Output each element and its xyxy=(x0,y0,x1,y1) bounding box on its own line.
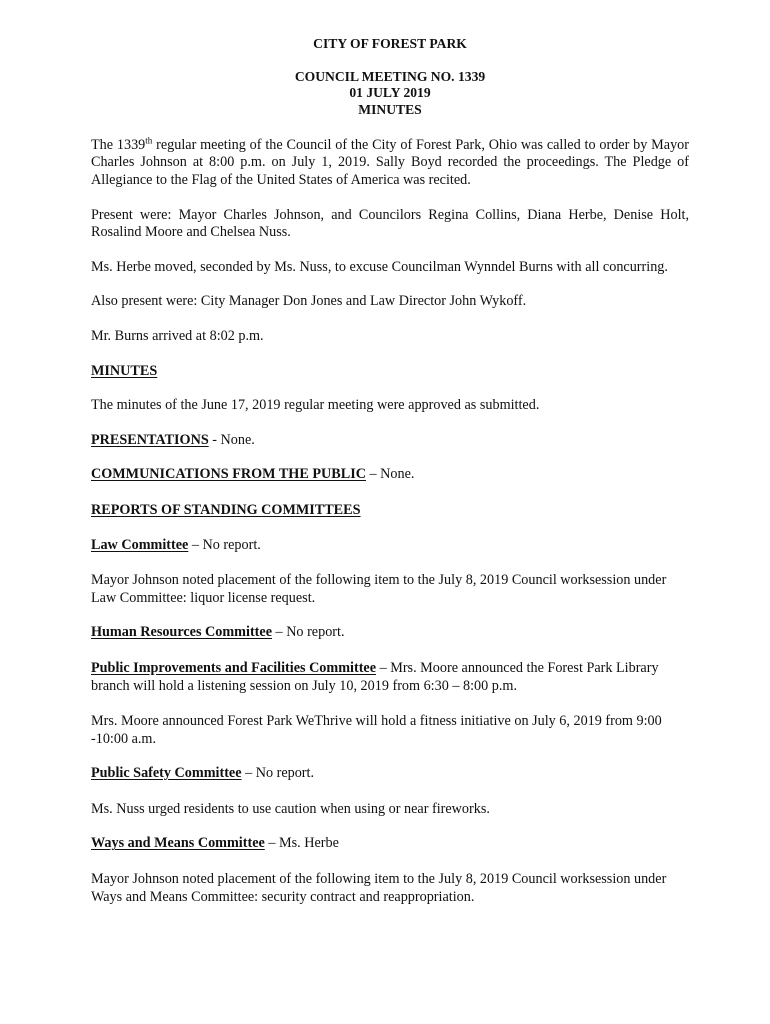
public-safety-heading: Public Safety Committee xyxy=(91,765,242,782)
communications-paragraph xyxy=(91,466,689,484)
minutes-paragraph: The minutes of the June 17, 2019 regular meeting were approved as submitted. xyxy=(91,397,540,414)
opening-paragraph xyxy=(91,137,689,190)
ways-means-heading: Ways and Means Committee xyxy=(91,835,265,852)
ways-means-text: – Ms. Herbe xyxy=(264,835,339,852)
meeting-date: 01 JULY 2019 xyxy=(349,85,431,101)
also-present-paragraph: Also present were: City Manager Don Jones and Law Director John Wykoff. xyxy=(91,293,527,310)
city-title: CITY OF FOREST PARK xyxy=(313,36,467,51)
public-improvements-text: – Mrs. Moore announced the Forest Park Library branch will hold a listening session on July 10, 2019 from 6:30 – 8:00 p.m. xyxy=(91,659,659,694)
public-improvements-note: Mrs. Moore announced Forest Park WeThrive will hold a fitness initiative on July 6, 2019 from 9:00 -10:00 a.m. xyxy=(91,713,662,747)
document-header xyxy=(91,36,689,118)
ways-means-note: Mayor Johnson noted placement of the following item to the July 8, 2019 Council worksession under Ways and Means Committee: security contract and reappropriation. xyxy=(91,871,667,905)
reports-heading xyxy=(91,502,689,520)
law-committee-paragraph xyxy=(91,537,689,555)
communications-text: – None. xyxy=(365,466,415,483)
law-committee-text: – No report. xyxy=(188,536,261,553)
presentations-heading: PRESENTATIONS xyxy=(91,431,209,448)
presentations-paragraph xyxy=(91,432,689,450)
reports-heading-text: REPORTS OF STANDING COMMITTEES xyxy=(91,501,361,518)
public-safety-note: Ms. Nuss urged residents to use caution when using or near fireworks. xyxy=(91,800,490,817)
present-paragraph: Present were: Mayor Charles Johnson, and Councilors Regina Collins, Diana Herbe, Denise Holt, Rosalind Moore and Chelsea Nuss. xyxy=(91,206,689,241)
meeting-number: COUNCIL MEETING NO. 1339 xyxy=(294,69,486,85)
opening-text-start: The 1339 xyxy=(91,136,146,153)
law-committee-heading: Law Committee xyxy=(91,536,189,553)
document-page xyxy=(91,36,689,906)
communications-heading: COMMUNICATIONS FROM THE PUBLIC xyxy=(91,466,366,483)
public-improvements-paragraph xyxy=(91,660,689,695)
hr-committee-text: – No report. xyxy=(272,624,345,641)
hr-committee-paragraph xyxy=(91,624,689,642)
law-committee-note: Mayor Johnson noted placement of the following item to the July 8, 2019 Council worksession under Law Committee: liquor license request. xyxy=(91,572,667,606)
ordinal-superscript: th xyxy=(145,135,153,146)
ways-means-paragraph xyxy=(91,835,689,853)
opening-text-rest: regular meeting of the Council of the City of Forest Park, Ohio was called to order by Mayor Charles Johnson at 8:00 p.m. on July 1, 2019. Sally Boyd recorded the proceedings. The Pledge of Allegiance to the Flag of the United States of America was recited. xyxy=(91,136,690,188)
hr-committee-heading: Human Resources Committee xyxy=(91,624,272,641)
public-safety-paragraph xyxy=(91,765,689,783)
presentations-text: - None. xyxy=(208,431,255,448)
minutes-heading xyxy=(91,363,689,381)
burns-arrived-paragraph: Mr. Burns arrived at 8:02 p.m. xyxy=(91,327,264,344)
public-improvements-heading: Public Improvements and Facilities Committee xyxy=(91,659,377,676)
public-safety-text: – No report. xyxy=(241,765,315,782)
excuse-paragraph: Ms. Herbe moved, seconded by Ms. Nuss, to excuse Councilman Wynndel Burns with all concurring. xyxy=(91,258,668,275)
document-type: MINUTES xyxy=(358,101,422,117)
minutes-heading-text: MINUTES xyxy=(91,362,158,379)
